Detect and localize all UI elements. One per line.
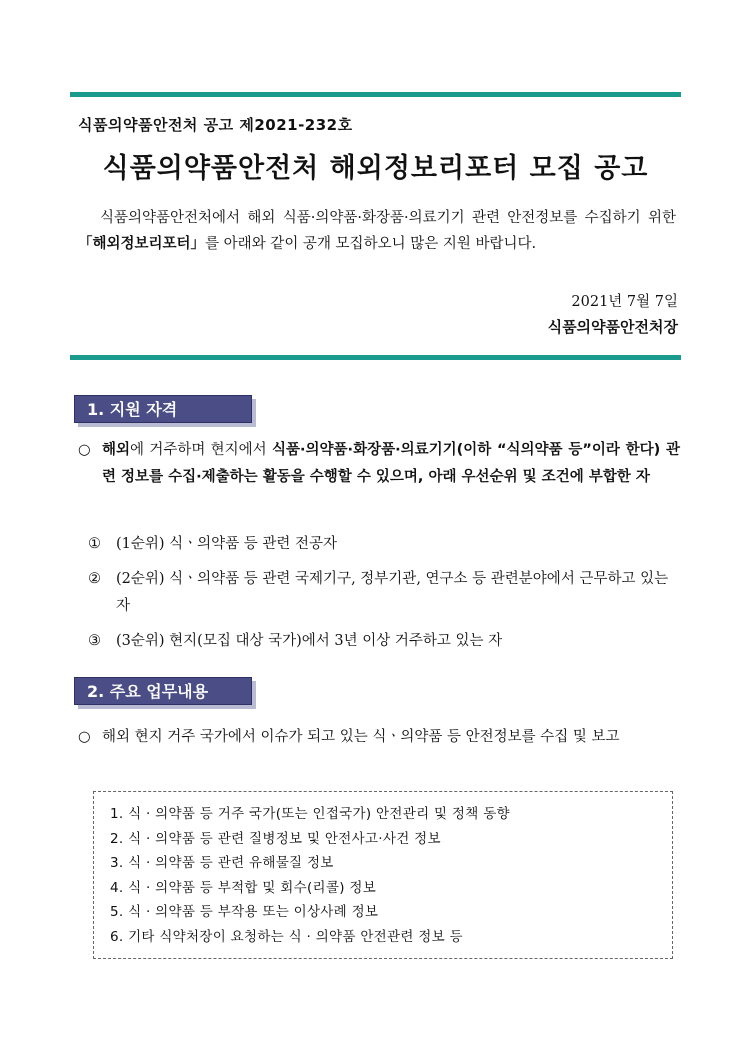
eligibility-lead-bold: 해외 [102,442,131,458]
duty-list-item: 6. 기타 식약처장이 요청하는 식 · 의약품 안전관련 정보 등 [110,928,463,945]
duties-text: 해외 현지 거주 국가에서 이슈가 되고 있는 식ㆍ의약품 등 안전정보를 수집 및 보고 [102,729,620,745]
duties-detail-box [93,791,673,959]
priority-number: ② [88,571,101,587]
duty-list-item: 5. 식 · 의약품 등 부작용 또는 이상사례 정보 [110,904,379,920]
priority-item [88,531,680,558]
priority-text: (1순위) 식ㆍ의약품 등 관련 전공자 [116,536,338,552]
intro-highlight: 「해외정보리포터」 [78,236,206,252]
top-rule [70,92,681,97]
priority-number: ③ [88,633,101,649]
intro-paragraph [78,205,676,257]
duty-list-item: 3. 식 · 의약품 등 관련 유해물질 정보 [110,855,334,871]
priority-item [88,566,680,620]
section-heading-duties: 2. 주요 업무내용 [74,677,252,705]
bullet-icon: ○ [78,442,91,458]
intro-text-2: 를 아래와 같이 공개 모집하오니 많은 지원 바랍니다. [205,236,537,252]
priority-number: ① [88,536,101,552]
page-title: 식품의약품안전처 해외정보리포터 모집 공고 [102,153,649,184]
priority-text: (3순위) 현지(모집 대상 국가)에서 3년 이상 거주하고 있는 자 [116,633,503,649]
duty-list-item: 2. 식 · 의약품 등 관련 질병정보 및 안전사고·사건 정보 [110,830,441,847]
eligibility-condition: 식품·의약품·화장품·의료기기(이하 “식의약품 등”이라 한다) 관련 정보를 수집·제출하는 활동을 수행할 수 있으며, 아래 우선순위 및 조건에 부합한 자 [102,442,681,485]
intro-text-1: 식품의약품안전처에서 해외 식품·의약품·화장품·의료기기 관련 안전정보를 수집하기 위한 [100,210,676,226]
priority-text: (2순위) 식ㆍ의약품 등 관련 국제기구, 정부기관, 연구소 등 관련분야에서 근무하고 있는 자 [116,571,669,614]
duties-main [78,724,680,751]
eligibility-main [78,437,680,491]
organization-name: 식품의약품안전처장 [547,318,678,336]
duty-list-item: 4. 식 · 의약품 등 부적합 및 회수(리콜) 정보 [110,879,377,896]
duty-list-item: 1. 식 · 의약품 등 거주 국가(또는 인접국가) 안전관리 및 정책 동향 [110,806,510,822]
notice-date: 2021년 7월 7일 [571,294,678,310]
bullet-icon: ○ [78,729,91,745]
priority-item [88,628,680,655]
eligibility-lead: 에 거주하며 현지에서 [130,442,273,458]
middle-rule [70,355,681,360]
notice-number: 식품의약품안전처 공고 제2021-232호 [78,116,353,134]
section-heading-eligibility: 1. 지원 자격 [74,395,252,423]
